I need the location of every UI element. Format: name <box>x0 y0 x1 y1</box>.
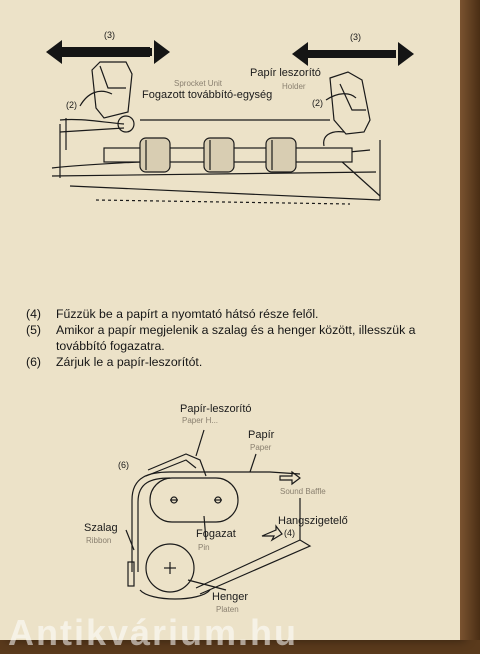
right-number-2: (2) <box>312 98 323 108</box>
sprocket-unit-sublabel: Sprocket Unit <box>174 79 223 88</box>
ribbon-sublabel: Ribbon <box>86 536 112 545</box>
left-number-2: (2) <box>66 100 77 110</box>
paper-holder-label: Papír leszorító <box>250 67 321 79</box>
ribbon-label: Szalag <box>84 522 118 534</box>
step-6 <box>26 354 456 370</box>
pin-sublabel: Pin <box>198 543 210 552</box>
left-arrow-icon <box>46 40 170 64</box>
watermark: Antikvárium.hu <box>8 612 299 653</box>
step-text: Fűzzük be a papírt a nyomtató hátsó része felől. <box>56 307 319 321</box>
step-6-marker: (6) <box>118 460 129 470</box>
paper-sublabel: Paper <box>250 443 272 452</box>
platen-sublabel: Platen <box>216 605 239 614</box>
paper-holder-sublabel: Holder <box>282 82 306 91</box>
step-number: (6) <box>26 355 42 369</box>
sprocket-unit-label: Fogazott továbbító-egység <box>142 89 273 101</box>
book-edge <box>460 0 480 640</box>
step-number: (4) <box>26 307 42 321</box>
paper-holder-label: Papír-leszorító <box>180 403 252 415</box>
platen-label: Henger <box>212 591 249 603</box>
right-arrow-icon <box>292 42 414 66</box>
step-4-marker: (4) <box>284 528 295 538</box>
sprocket-unit-figure <box>0 0 460 300</box>
step-text: Amikor a papír megjelenik a szalag és a henger között, illesszük a továbbító fogazatra. <box>56 323 416 353</box>
right-arrow-number: (3) <box>350 32 361 42</box>
step-text: Zárjuk le a papír-leszorítót. <box>56 355 203 369</box>
paper-label: Papír <box>248 429 275 441</box>
paper-holder-sublabel: Paper H... <box>182 416 219 425</box>
sound-baffle-label: Hangszigetelő <box>278 515 348 527</box>
sound-baffle-sublabel: Sound Baffle <box>280 487 326 496</box>
step-4 <box>26 306 456 322</box>
instruction-steps <box>26 306 456 370</box>
step-5 <box>26 322 456 354</box>
pin-label: Fogazat <box>196 528 236 540</box>
step-number: (5) <box>26 323 42 337</box>
left-arrow-number: (3) <box>104 30 115 40</box>
paper-path-figure <box>0 390 460 620</box>
